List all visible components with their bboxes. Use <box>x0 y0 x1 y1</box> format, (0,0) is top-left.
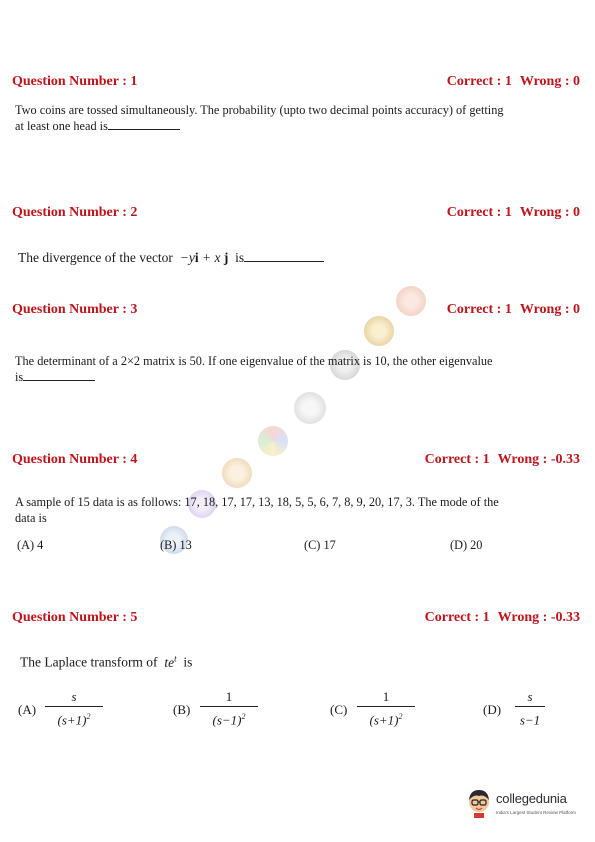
option-b <box>173 688 283 734</box>
question-text: The divergence of the vector <box>18 250 173 265</box>
option-label: (C) <box>330 702 348 717</box>
correct-marks: Correct : 1 <box>446 302 512 317</box>
question-number: Question Number : 5 <box>12 610 138 625</box>
question-text: The Laplace transform of <box>20 654 158 670</box>
fraction-denominator <box>45 707 103 730</box>
question-text-1 <box>15 102 581 134</box>
question-header-2 <box>12 205 580 223</box>
wrong-marks: Wrong : 0 <box>519 205 580 220</box>
option-c: (C) 17 <box>304 538 336 552</box>
fraction <box>200 688 258 730</box>
fraction-numerator: s <box>71 689 77 704</box>
question-text-2 <box>18 250 584 266</box>
question-text: is <box>183 654 193 670</box>
correct-marks: Correct : 1 <box>446 74 512 89</box>
question-score <box>447 302 580 318</box>
wrong-marks: Wrong : 0 <box>519 74 580 89</box>
fraction-denominator <box>357 707 415 730</box>
denominator-power: 2 <box>86 712 91 721</box>
option-c <box>330 688 440 734</box>
question-header-1 <box>12 74 580 92</box>
question-text-line: is <box>15 370 24 384</box>
question-header-4 <box>12 452 580 470</box>
correct-marks: Correct : 1 <box>424 610 490 625</box>
question-number: Question Number : 1 <box>12 74 138 89</box>
denominator-base: s−1 <box>519 712 541 728</box>
question-header-5 <box>12 610 580 628</box>
wrong-marks: Wrong : -0.33 <box>497 452 580 467</box>
question-text-3 <box>15 353 581 385</box>
watermark-seal <box>294 392 326 424</box>
wrong-marks: Wrong : 0 <box>519 302 580 317</box>
denominator-base: (s+1) <box>369 712 399 728</box>
option-label: (A) <box>18 702 37 717</box>
option-a <box>18 688 128 734</box>
question-text-5 <box>20 650 586 671</box>
question-number: Question Number : 2 <box>12 205 138 220</box>
vector-expression: −yi + x j <box>176 250 229 265</box>
function-expression: $te^t$ <box>164 653 177 670</box>
fraction <box>515 688 545 730</box>
option-label: (D) <box>483 702 502 717</box>
fraction-denominator <box>200 707 258 730</box>
mascot-icon <box>466 788 492 818</box>
fraction-denominator <box>515 707 545 730</box>
option-a: (A) 4 <box>17 538 44 552</box>
correct-marks: Correct : 1 <box>446 205 512 220</box>
question-text-line: at least one head is <box>15 119 108 133</box>
logo-name: collegedunia <box>496 791 567 806</box>
denominator-power: 2 <box>398 712 403 721</box>
question-number: Question Number : 4 <box>12 452 138 467</box>
watermark-seal <box>364 316 394 346</box>
question-text-line: The determinant of a 2×2 matrix is 50. If one eigenvalue of the matrix is 10, the other eigenvalue <box>15 354 493 368</box>
option-b: (B) 13 <box>160 538 192 552</box>
question-text-line: A sample of 15 data is as follows: 17, 18, 17, 17, 13, 18, 5, 5, 6, 7, 8, 9, 20, 17, 3. The mode of the <box>15 495 499 509</box>
option-d <box>483 688 563 734</box>
question-text: is <box>235 250 245 265</box>
question-text-4 <box>15 494 581 526</box>
question-text-line: Two coins are tossed simultaneously. The probability (upto two decimal points accuracy) of getting <box>15 103 504 117</box>
fraction-numerator: 1 <box>382 689 390 704</box>
question-score <box>425 452 580 468</box>
option-d: (D) 20 <box>450 538 483 552</box>
logo-tagline: India's Largest Student Review Platform <box>496 810 576 815</box>
question-score <box>425 610 580 626</box>
question-number: Question Number : 3 <box>12 302 138 317</box>
question-header-3 <box>12 302 580 320</box>
fraction-numerator: s <box>527 689 533 704</box>
denominator-base: (s−1) <box>212 712 242 728</box>
answer-blank <box>244 250 324 262</box>
correct-marks: Correct : 1 <box>424 452 490 467</box>
wrong-marks: Wrong : -0.33 <box>497 610 580 625</box>
question-score <box>447 205 580 221</box>
fraction <box>45 688 103 730</box>
question-text-line: data is <box>15 511 47 525</box>
answer-blank <box>23 369 95 381</box>
question-score <box>447 74 580 90</box>
collegedunia-logo <box>466 788 586 824</box>
answer-blank <box>108 118 180 130</box>
option-label: (B) <box>173 702 191 717</box>
fraction-numerator: 1 <box>225 689 233 704</box>
denominator-power: 2 <box>241 712 246 721</box>
denominator-base: (s+1) <box>57 712 87 728</box>
fraction <box>357 688 415 730</box>
